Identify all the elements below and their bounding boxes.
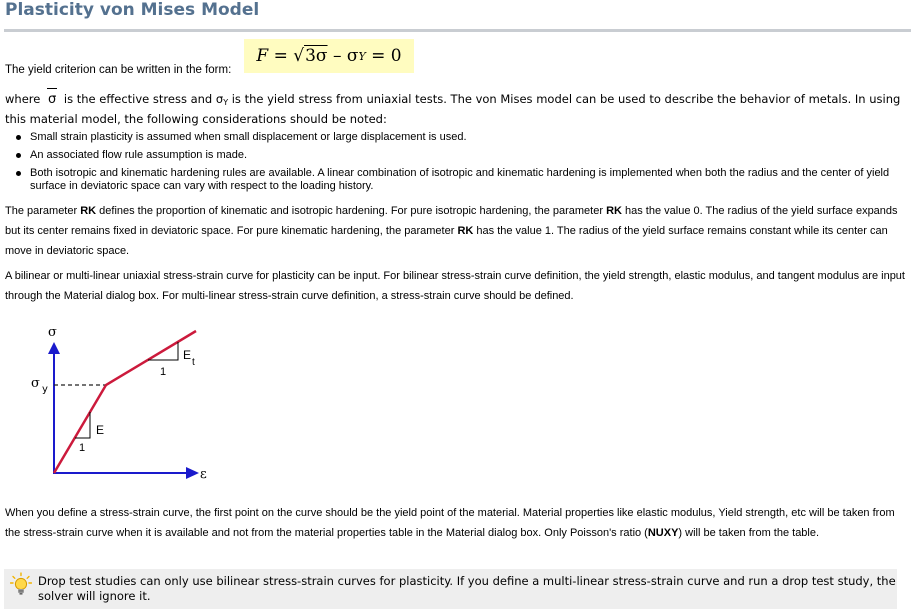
define-text-2: ) will be taken from the table. (678, 527, 820, 539)
tangent-modulus-label: E (183, 348, 192, 362)
where-paragraph (5, 91, 910, 127)
list-item: Small strain plasticity is assumed when small displacement or large displacement is used. (14, 131, 909, 144)
rk-text-1: The parameter (5, 205, 81, 217)
elastic-modulus-label: E (96, 423, 105, 437)
stress-strain-diagram (20, 320, 230, 490)
stress-axis-arrow (48, 342, 60, 354)
stress-strain-curve (54, 331, 196, 473)
formula-equals-2: = (371, 46, 386, 66)
nuxy-term: NUXY (647, 527, 679, 539)
formula-sigma: σ (346, 46, 359, 66)
lightbulb-icon (10, 572, 32, 598)
rk-text-3: has the value 0. The radius of the yield surface expands but its center remains fixed in deviatoric space. For pure kinematic hardening, the parameter (5, 205, 898, 237)
tangent-one-label: 1 (160, 366, 167, 378)
yield-stress-sub: Y (223, 98, 229, 107)
define-curve-paragraph (5, 503, 910, 543)
where-rest: is the yield stress from uniaxial tests. The von Mises model can be used to describe the behavior of metals. In using this material model, the following considerations should be noted: (5, 92, 901, 126)
formula-equals: = (273, 46, 288, 66)
yield-stress-symbol: σ (215, 92, 224, 106)
formula-lhs: F (256, 46, 269, 66)
where-lead: where (5, 92, 41, 106)
rk-term-2: RK (606, 205, 622, 217)
formula-sub: Y (358, 49, 366, 63)
where-mid: is the effective stress and (63, 92, 213, 106)
list-item: Both isotropic and kinematic hardening rules are available. A linear combination of isotropic and kinematic hardening is implemented when both the radius and the center of yield surface in deviatoric space can vary with respect to the loading history. (14, 167, 909, 193)
note-text: Drop test studies can only use bilinear stress-strain curves for plasticity. If you define a multi-linear stress-strain curve and run a drop test study, the solver will ignore it. (37, 574, 896, 603)
strain-axis-arrow (186, 467, 199, 479)
title-divider (4, 29, 911, 32)
yield-criterion-label: The yield criterion can be written in the form: (5, 64, 232, 76)
list-item: An associated flow rule assumption is made. (14, 149, 909, 162)
effective-stress-symbol: σ (44, 92, 60, 108)
considerations-list (14, 131, 909, 198)
note-box (4, 569, 897, 609)
rk-term-1: RK (80, 205, 97, 217)
rk-term-3: RK (457, 225, 474, 237)
yield-stress-label: σ (31, 376, 40, 391)
formula-sigma-bar: $\overline{\sigma}$ (315, 46, 328, 66)
curve-paragraph: A bilinear or multi-linear uniaxial stress-strain curve for plasticity can be input. For bilinear stress-strain curve definition, the yield strength, elastic modulus, and tangent modulus are input through the Material dialog box. For multi-linear stress-strain curve definition, a stress-strain curve should be defined. (5, 270, 905, 302)
tangent-modulus-sub: t (192, 357, 195, 368)
epsilon-axis-label: ε (200, 467, 207, 482)
rk-text-4: has the value 1. The radius of the yield surface remains constant while its center can move in deviatoric space. (5, 225, 888, 257)
yield-stress-sub: y (42, 384, 48, 395)
page-title: Plasticity von Mises Model (5, 0, 260, 20)
rk-paragraph (5, 201, 910, 261)
yield-formula (244, 39, 414, 73)
sigma-axis-label: σ (48, 325, 57, 340)
define-text-1: When you define a stress-strain curve, the first point on the curve should be the yield point of the material. Material properties like elastic modulus, Yield strength, etc will be taken from the stress-strain curve when it is available and not from the material properties table in the Material dialog box. Only Poisson's ratio ( (5, 507, 895, 539)
formula-sqrt-arg: 3 (305, 46, 316, 66)
formula-sqrt: √3 (293, 46, 316, 66)
formula-minus: – (332, 46, 342, 66)
elastic-one-label: 1 (79, 442, 86, 454)
formula-zero: 0 (390, 46, 402, 66)
rk-text-2: defines the proportion of kinematic and isotropic hardening. For pure isotropic hardening, the parameter (96, 205, 607, 217)
